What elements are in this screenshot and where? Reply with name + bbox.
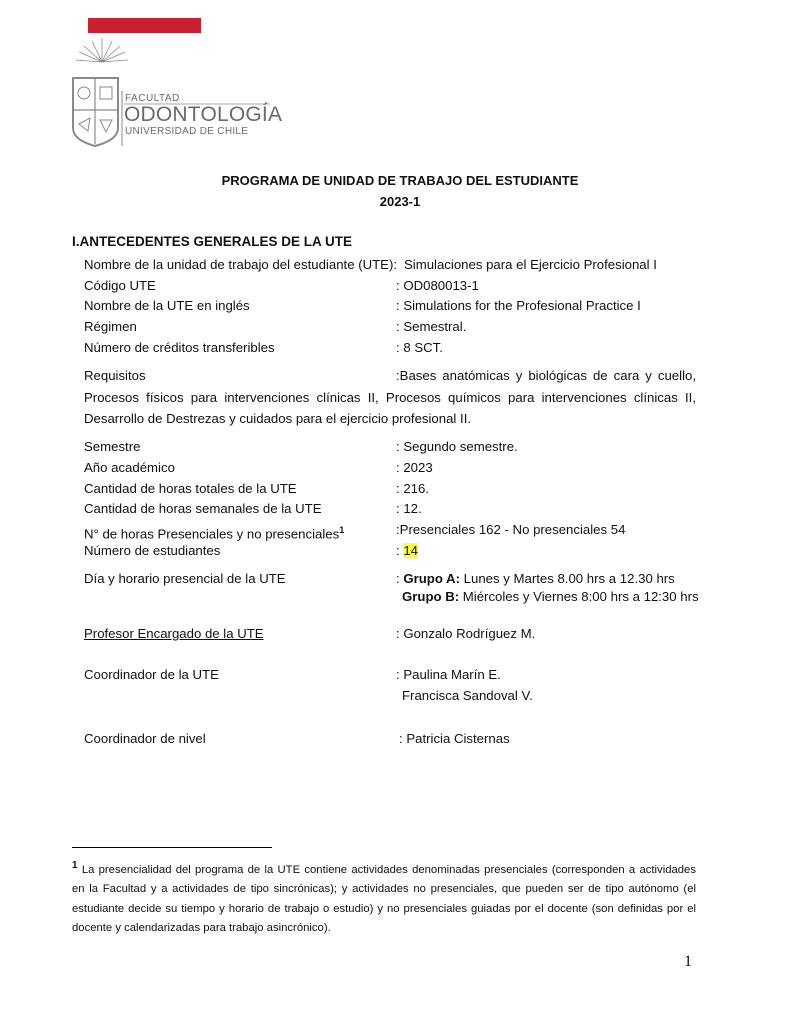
footnote-text: La presencialidad del programa de la UTE contiene actividades denominadas presenciales (corresponden a actividades en la Facultad y a actividades de tipo sincrónicas); y actividades no presenciales, que pueden ser de tipo autónomo (el estudiante decide su tiempo y horario de trabajo o estudio) y no presenciales guiadas por el docente (son definidas por el docente y calendarizadas para trabajo asincrónico).	[72, 863, 696, 935]
footnote-ref: 1	[339, 525, 345, 535]
footnote-marker: 1	[72, 860, 78, 871]
field-value: : 8 SCT.	[396, 340, 443, 355]
field-label: Régimen	[84, 319, 137, 334]
field-label: Coordinador de la UTE	[84, 667, 219, 682]
field-label: Número de créditos transferibles	[84, 340, 275, 355]
field-horas-totales	[84, 480, 704, 498]
highlighted-student-count: 14	[403, 543, 418, 558]
field-label: Cantidad de horas semanales de la UTE	[84, 501, 322, 516]
field-coordinador-2	[84, 687, 704, 705]
logo-university-name: UNIVERSIDAD DE CHILE	[125, 126, 249, 137]
field-nombre	[84, 256, 704, 274]
field-label: Cantidad de horas totales de la UTE	[84, 481, 297, 496]
field-label: Profesor Encargado de la UTE	[84, 626, 264, 641]
field-label: Nombre de la unidad de trabajo del estudiante (UTE):	[84, 257, 398, 272]
field-value: : Segundo semestre.	[396, 439, 518, 454]
document-period: 2023-1	[379, 194, 421, 209]
logo-red-bar	[88, 18, 201, 33]
requisitos-value: :Bases anatómicas y biológicas de cara y cuello, Procesos físicos para intervenciones clínicas II, Procesos químicos para intervenciones clínicas II, Desarrollo de Destrezas y cuidados para el ejercicio profesional II.	[84, 368, 696, 426]
field-value: Francisca Sandoval V.	[402, 688, 533, 703]
logo-faculty-label: FACULTAD	[125, 93, 180, 104]
section-heading: I.ANTECEDENTES GENERALES DE LA UTE	[72, 234, 353, 249]
field-value: Simulaciones para el Ejercicio Profesional I	[404, 257, 657, 272]
field-horario-b	[84, 588, 704, 606]
footnote-divider	[72, 847, 272, 848]
field-label: Día y horario presencial de la UTE	[84, 571, 286, 586]
field-label: Nombre de la UTE en inglés	[84, 298, 250, 313]
field-value: : 216.	[396, 481, 429, 496]
field-label: Semestre	[84, 439, 141, 454]
field-value: : 2023	[396, 460, 433, 475]
field-profesor	[84, 625, 704, 643]
field-label: Año académico	[84, 460, 175, 475]
field-anio	[84, 459, 704, 477]
field-value: : 12.	[396, 501, 422, 516]
field-coordinador	[84, 666, 704, 684]
field-value: :Presenciales 162 - No presenciales 54	[396, 522, 626, 537]
field-label: Coordinador de nivel	[84, 731, 206, 746]
field-value: : Gonzalo Rodríguez M.	[396, 626, 536, 641]
field-label: Número de estudiantes	[84, 543, 221, 558]
field-semestre	[84, 438, 704, 456]
field-label: N° de horas Presenciales y no presenciales$^1$	[84, 525, 345, 542]
footnote	[72, 856, 696, 939]
field-value-group-b: Grupo B: Miércoles y Viernes 8:00 hrs a 12:30 hrs	[402, 589, 699, 604]
field-value: : Paulina Marín E.	[396, 667, 501, 682]
document-title: PROGRAMA DE UNIDAD DE TRABAJO DEL ESTUDIANTE	[221, 173, 579, 188]
field-label: Requisitos	[84, 368, 146, 383]
field-creditos	[84, 339, 704, 357]
field-value: : OD080013-1	[396, 278, 479, 293]
field-horas-semanales	[84, 500, 704, 518]
field-value: : Patricia Cisternas	[399, 731, 510, 746]
page-number: 1	[684, 953, 692, 970]
field-value: : Simulations for the Profesional Practice I	[396, 298, 641, 313]
field-label: Código UTE	[84, 278, 156, 293]
field-horas-presenciales	[84, 521, 704, 542]
field-regimen	[84, 318, 704, 336]
field-horario	[84, 570, 704, 588]
field-codigo	[84, 277, 704, 295]
field-value: : 14	[396, 543, 418, 558]
field-value: : Semestral.	[396, 319, 467, 334]
field-coordinador-nivel	[84, 730, 704, 748]
field-value-group-a: : Grupo A: Lunes y Martes 8.00 hrs a 12.30 hrs	[396, 571, 675, 586]
field-ingles	[84, 297, 704, 315]
logo-faculty-name: ODONTOLOGÍA	[124, 103, 283, 126]
field-estudiantes	[84, 542, 704, 560]
